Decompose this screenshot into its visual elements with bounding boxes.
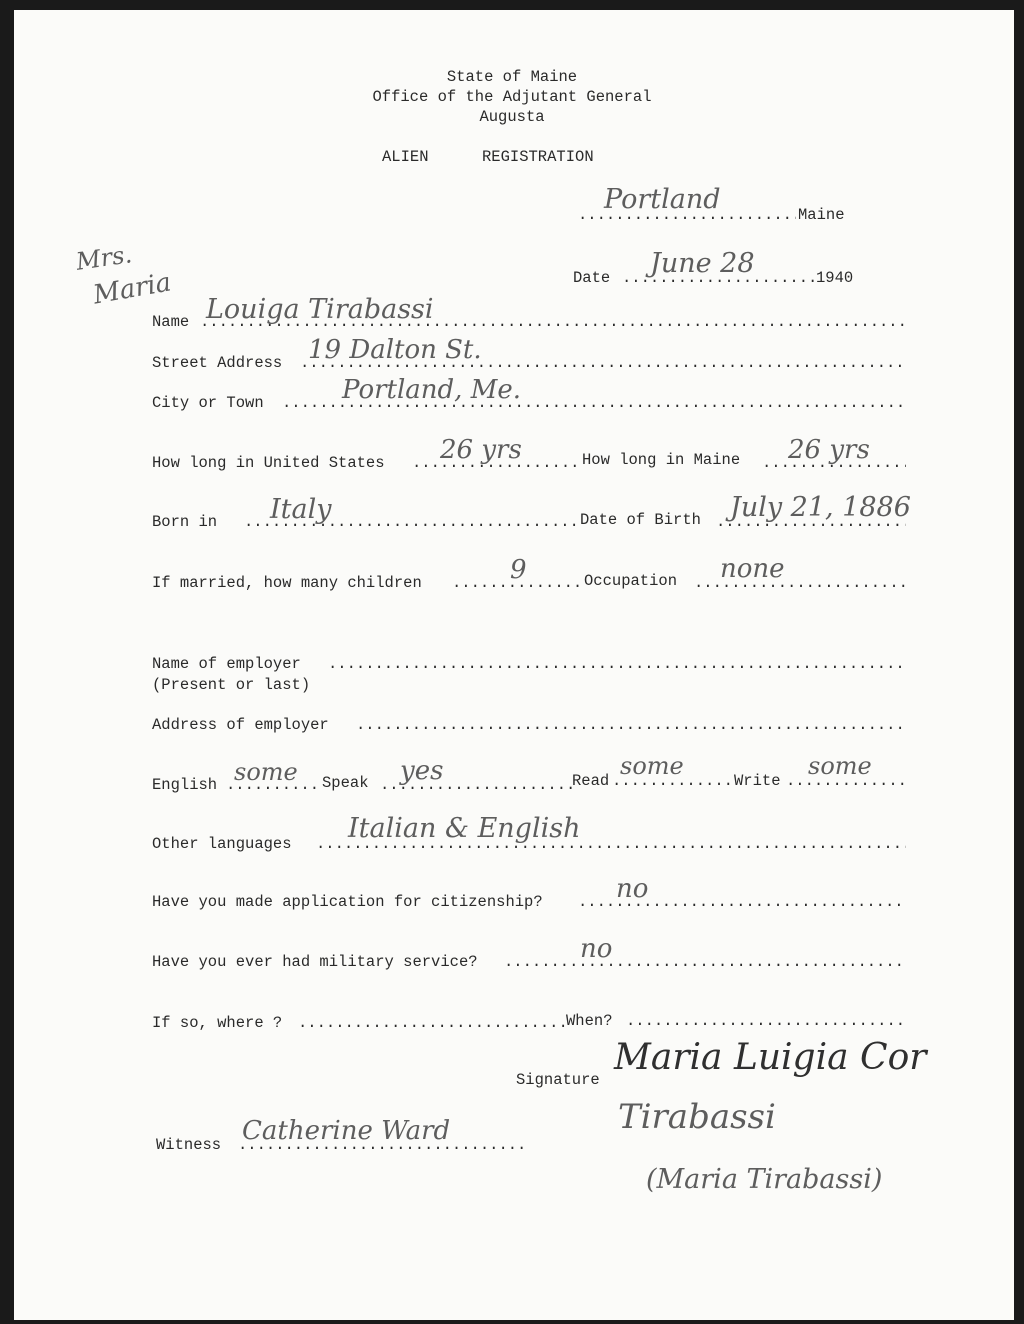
if-so-dots [298,1016,566,1032]
employer-name-sublabel: (Present or last) [152,676,311,694]
street-address-value: 19 Dalton St. [308,335,482,365]
place-suffix: Maine [798,206,845,224]
date-value: June 28 [650,248,755,279]
write-label: Write [734,772,781,790]
name-label: Name [152,313,190,331]
signature-label: Signature [516,1071,600,1089]
street-address-label: Street Address [152,354,283,372]
employer-address-dots [356,718,906,734]
how-long-us-value: 26 yrs [440,435,522,465]
date-of-birth-value: July 21, 1886 [730,492,911,523]
write-value: some [808,752,872,780]
english-value: some [234,758,298,786]
form-title-registration: REGISTRATION [482,148,594,166]
name-prefix-mrs: Mrs. [74,240,134,276]
occupation-value: none [720,554,785,584]
signature-line2: Tirabassi [618,1097,776,1137]
header-office: Office of the Adjutant General [372,88,652,106]
city-label: City or Town [152,394,264,412]
header-state: State of Maine [446,68,578,86]
city-value: Portland, Me. [342,375,521,405]
occupation-label: Occupation [584,572,678,590]
header-city: Augusta [479,108,545,126]
date-year: 1940 [816,269,854,287]
military-dots [504,955,906,971]
signature-line1: Maria Luigia Cor [614,1037,927,1078]
employer-name-dots [328,657,906,673]
when-dots [626,1014,906,1030]
speak-label: Speak [322,774,369,792]
citizenship-value: no [616,874,649,904]
born-in-label: Born in [152,513,218,531]
children-value: 9 [510,555,527,585]
signature-line3: (Maria Tirabassi) [646,1164,883,1195]
employer-name-label: Name of employer [152,655,301,673]
military-label: Have you ever had military service? [152,953,478,971]
military-value: no [580,934,613,964]
when-label: When? [566,1012,613,1030]
date-of-birth-label: Date of Birth [580,511,701,529]
place-value: Portland [604,184,721,215]
how-long-maine-value: 26 yrs [788,435,870,465]
name-prefix-maria: Maria [90,267,174,311]
form-title-alien: ALIEN [382,148,429,166]
if-so-label: If so, where ? [152,1014,283,1032]
date-label: Date [573,269,611,287]
children-label: If married, how many children [152,574,422,592]
witness-label: Witness [156,1136,222,1154]
read-value: some [620,752,684,780]
born-in-value: Italy [270,494,332,525]
other-languages-label: Other languages [152,835,292,853]
citizenship-label: Have you made application for citizenship? [152,893,543,911]
how-long-maine-label: How long in Maine [582,451,741,469]
speak-value: yes [400,756,444,786]
read-label: Read [572,772,610,790]
other-languages-value: Italian & English [348,813,581,844]
witness-value: Catherine Ward [242,1116,451,1146]
employer-address-label: Address of employer [152,716,329,734]
name-value: Louiga Tirabassi [206,294,434,325]
how-long-us-label: How long in United States [152,454,385,472]
english-label: English [152,776,218,794]
